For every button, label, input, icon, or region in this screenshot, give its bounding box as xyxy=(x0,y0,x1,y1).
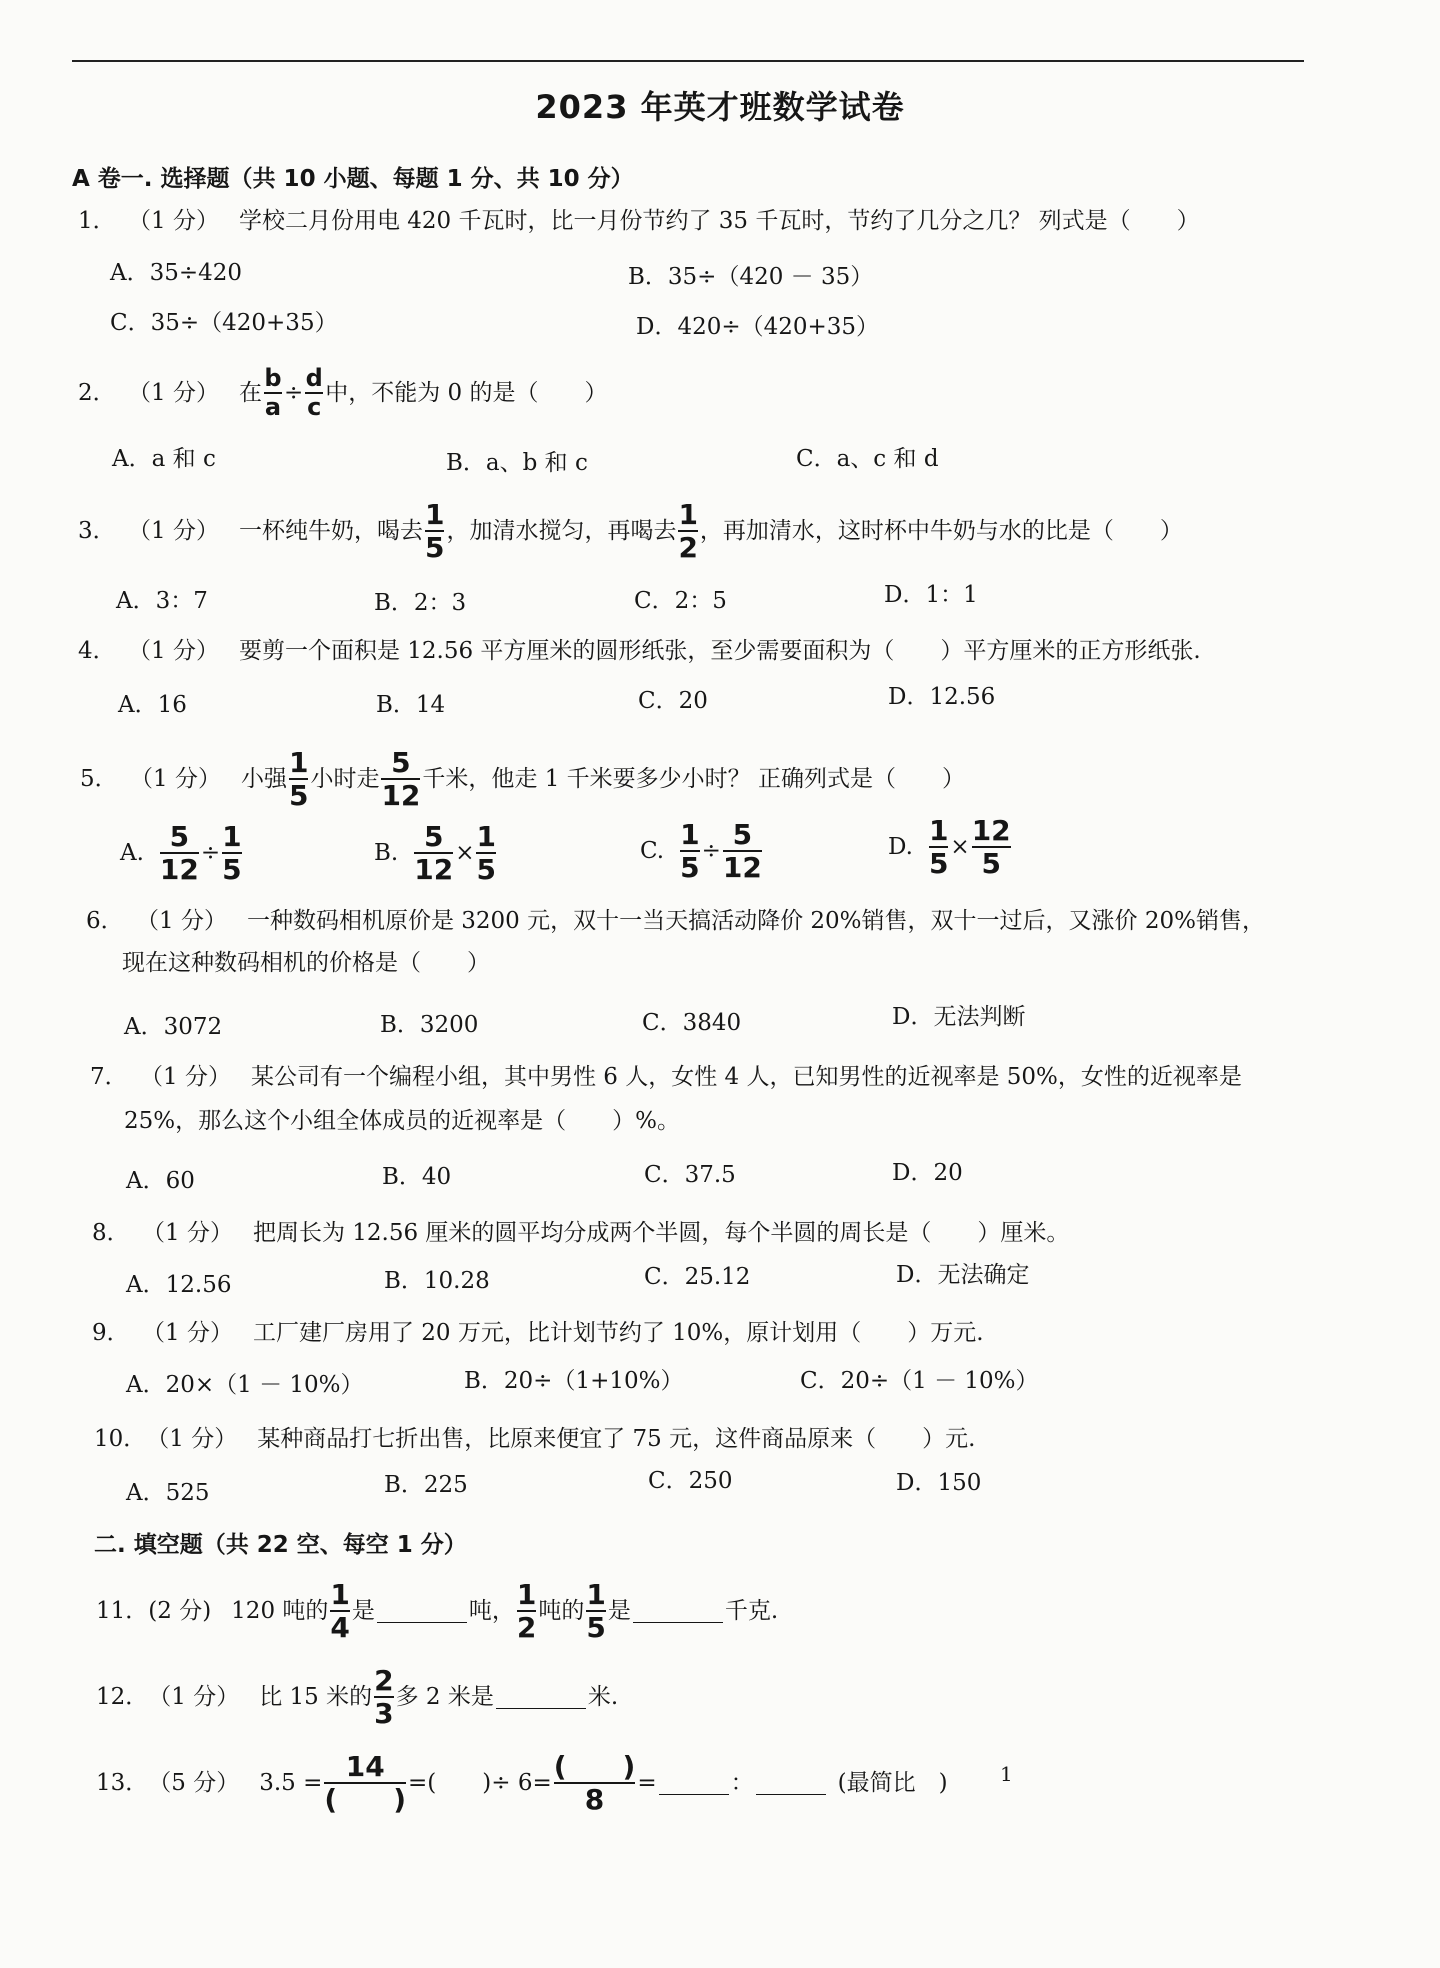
q3-option-c: C．2：5 xyxy=(634,588,727,614)
q4-option-d: D．12.56 xyxy=(888,684,996,710)
answer-blank[interactable] xyxy=(496,1685,586,1709)
q2-option-c: C．a、c 和 d xyxy=(796,446,939,472)
fraction-d-over-c: $\frac{d}{c}$ xyxy=(305,364,323,422)
question-text: 千米，他走 1 千米要多少小时？ 正确列式是（ ） xyxy=(422,765,965,792)
question-8 xyxy=(92,1222,1069,1245)
question-text: 米. xyxy=(587,1683,619,1710)
question-text: 一杯纯牛奶，喝去 xyxy=(238,517,423,544)
fraction-one-half: $\frac{1}{2}$ xyxy=(516,1578,537,1645)
fraction-blank-over-8: $\frac{( )}{8}$ xyxy=(553,1750,636,1817)
q6-option-a: A．3072 xyxy=(124,1014,223,1040)
answer-blank[interactable] xyxy=(659,1771,729,1795)
question-score: （1 分） xyxy=(146,1426,238,1452)
question-text: 小强 xyxy=(240,765,287,792)
question-number: 4． xyxy=(78,638,116,664)
question-number: 8． xyxy=(92,1220,130,1246)
question-10 xyxy=(94,1428,975,1451)
q7-option-a: A．60 xyxy=(126,1168,195,1194)
fraction-b-over-a: $\frac{b}{a}$ xyxy=(264,364,282,422)
question-score: （1 分） xyxy=(136,908,227,934)
fraction-one-fifth: $\frac{1}{5}$ xyxy=(424,498,445,565)
q3-option-a: A．3：7 xyxy=(116,588,208,614)
question-text: 某种商品打七折出售，比原来便宜了 75 元，这件商品原来（ ）元. xyxy=(257,1426,976,1452)
question-7-line-2: 25%，那么这个小组全体成员的近视率是（ ）%。 xyxy=(124,1108,680,1134)
divide-sign: ÷ xyxy=(283,379,304,406)
question-score: （1 分） xyxy=(148,1683,240,1710)
question-7 xyxy=(90,1066,1242,1089)
q1-option-a: A．35÷420 xyxy=(110,260,243,286)
q10-option-c: C．250 xyxy=(648,1468,733,1494)
fraction-one-half: $\frac{1}{2}$ xyxy=(678,498,698,565)
question-score: （1 分） xyxy=(130,765,221,792)
question-score: （1 分） xyxy=(128,638,219,664)
question-number: 3． xyxy=(78,517,116,544)
q9-option-a: A．20×（1 － 10%） xyxy=(126,1372,364,1398)
question-score: (2 分) xyxy=(148,1597,212,1624)
question-text: 某公司有一个编程小组，其中男性 6 人，女性 4 人，已知男性的近视率是 50%，女性的近视率是 xyxy=(250,1064,1242,1090)
question-6-line-2: 现在这种数码相机的价格是（ ） xyxy=(122,950,490,976)
question-text: 120 吨的 xyxy=(231,1597,329,1624)
q6-option-c: C．3840 xyxy=(642,1010,742,1036)
q7-option-b: B．40 xyxy=(382,1164,452,1190)
question-text: 在 xyxy=(238,379,262,406)
question-score: （1 分） xyxy=(128,208,219,234)
q5-option-c: C. $\frac{1}{5}$ ÷ $\frac{5}{12}$ xyxy=(640,818,762,885)
question-text: 吨， xyxy=(468,1597,515,1624)
question-12 xyxy=(96,1666,618,1729)
question-number: 9． xyxy=(92,1320,130,1346)
question-score: （1 分） xyxy=(142,1220,233,1246)
q1-option-c: C．35÷（420+35） xyxy=(110,310,338,336)
question-score: （5 分） xyxy=(148,1769,240,1796)
q4-option-b: B．14 xyxy=(376,692,446,718)
question-5 xyxy=(80,748,965,811)
question-text: 一种数码相机原价是 3200 元，双十一当天搞活动降价 20%销售，双十一过后，又涨价 20%销售， xyxy=(246,908,1265,934)
fraction-14-over-blank: $\frac{14}{( )}$ xyxy=(324,1750,407,1817)
question-number: 7． xyxy=(90,1064,128,1090)
question-text: 是 xyxy=(351,1597,375,1624)
section-b-heading: 二. 填空题（共 22 空、每空 1 分） xyxy=(94,1532,467,1558)
fraction-one-fifth: $\frac{1}{5}$ xyxy=(288,746,309,813)
question-number: 12． xyxy=(96,1683,149,1710)
question-text: =( )÷ 6= xyxy=(408,1769,552,1796)
question-9 xyxy=(92,1322,984,1345)
question-2 xyxy=(78,366,608,420)
answer-blank[interactable] xyxy=(377,1599,467,1623)
question-text: 比 15 米的 xyxy=(259,1683,373,1710)
q2-option-a: A．a 和 c xyxy=(112,446,216,472)
question-11 xyxy=(96,1580,778,1643)
fraction-two-thirds: $\frac{2}{3}$ xyxy=(374,1664,394,1731)
question-text: 千克. xyxy=(724,1597,779,1624)
question-text: ，加清水搅匀，再喝去 xyxy=(446,517,677,544)
question-text: 多 2 米是 xyxy=(395,1683,494,1710)
question-text: 小时走 xyxy=(310,765,380,792)
answer-blank[interactable] xyxy=(633,1599,723,1623)
q8-option-c: C．25.12 xyxy=(644,1264,751,1290)
q6-option-b: B．3200 xyxy=(380,1012,479,1038)
q8-option-b: B．10.28 xyxy=(384,1268,490,1294)
q1-option-d: D．420÷（420+35） xyxy=(636,314,880,340)
question-number: 13． xyxy=(96,1769,149,1796)
question-number: 1． xyxy=(78,208,116,234)
question-number: 2． xyxy=(78,379,116,406)
top-rule xyxy=(72,60,1304,62)
q8-option-d: D．无法确定 xyxy=(896,1262,1030,1288)
section-a-heading: A 卷一. 选择题（共 10 小题、每题 1 分、共 10 分） xyxy=(72,166,634,192)
q5-option-a: A. $\frac{5}{12}$ ÷ $\frac{1}{5}$ xyxy=(120,820,242,887)
q7-option-c: C．37.5 xyxy=(644,1162,736,1188)
fraction-five-twelfths: $\frac{5}{12}$ xyxy=(381,746,421,813)
q3-option-b: B．2：3 xyxy=(374,590,467,616)
question-number: 10． xyxy=(94,1426,147,1452)
question-number: 5． xyxy=(80,765,118,792)
question-3 xyxy=(78,500,1183,563)
question-score: （1 分） xyxy=(128,379,219,406)
q9-option-c: C．20÷（1 － 10%） xyxy=(800,1368,1039,1394)
q10-option-b: B．225 xyxy=(384,1472,468,1498)
q5-option-b: B. $\frac{5}{12}$ × $\frac{1}{5}$ xyxy=(374,820,496,887)
question-4 xyxy=(78,640,1201,663)
q7-option-d: D．20 xyxy=(892,1160,963,1186)
question-13 xyxy=(96,1752,948,1815)
question-text: 中，不能为 0 的是（ ） xyxy=(325,379,608,406)
answer-blank[interactable] xyxy=(756,1771,826,1795)
question-text: 是 xyxy=(607,1597,631,1624)
question-text: 要剪一个面积是 12.56 平方厘米的圆形纸张，至少需要面积为（ ）平方厘米的正方形纸张. xyxy=(238,638,1201,664)
question-text: 3.5 = xyxy=(259,1769,323,1796)
q5-option-d: D. $\frac{1}{5}$ × $\frac{12}{5}$ xyxy=(888,814,1011,881)
page-title: 2023 年英才班数学试卷 xyxy=(535,88,905,126)
question-text: 工厂建厂房用了 20 万元，比计划节约了 10%，原计划用（ ）万元. xyxy=(252,1320,984,1346)
q10-option-a: A．525 xyxy=(126,1480,210,1506)
q9-option-b: B．20÷（1+10%） xyxy=(464,1368,684,1394)
q4-option-c: C．20 xyxy=(638,688,708,714)
question-text: ，再加清水，这时杯中牛奶与水的比是（ ） xyxy=(699,517,1183,544)
q3-option-d: D．1：1 xyxy=(884,582,978,608)
page-number: 1 xyxy=(1000,1762,1013,1786)
q2-option-b: B．a、b 和 c xyxy=(446,450,588,476)
q10-option-d: D．150 xyxy=(896,1470,982,1496)
question-text: ： xyxy=(730,1769,754,1796)
fraction-one-fifth: $\frac{1}{5}$ xyxy=(586,1578,606,1645)
q4-option-a: A．16 xyxy=(118,692,187,718)
question-score: （1 分） xyxy=(140,1064,231,1090)
question-1 xyxy=(78,210,1200,233)
question-text: 学校二月份用电 420 千瓦时，比一月份节约了 35 千瓦时，节约了几分之几？ 列式是（ ） xyxy=(238,208,1200,234)
question-6 xyxy=(86,910,1265,933)
question-number: 11． xyxy=(96,1597,149,1624)
question-text: (最简比 ) xyxy=(837,1769,948,1796)
q8-option-a: A．12.56 xyxy=(126,1272,232,1298)
question-text: 吨的 xyxy=(538,1597,585,1624)
q1-option-b: B．35÷（420 － 35） xyxy=(628,264,874,290)
q6-option-d: D．无法判断 xyxy=(892,1004,1026,1030)
question-text: 把周长为 12.56 厘米的圆平均分成两个半圆，每个半圆的周长是（ ）厘米。 xyxy=(252,1220,1070,1246)
question-score: （1 分） xyxy=(142,1320,233,1346)
question-score: （1 分） xyxy=(128,517,219,544)
question-text: = xyxy=(637,1769,657,1796)
fraction-one-quarter: $\frac{1}{4}$ xyxy=(330,1578,350,1645)
question-number: 6． xyxy=(86,908,124,934)
